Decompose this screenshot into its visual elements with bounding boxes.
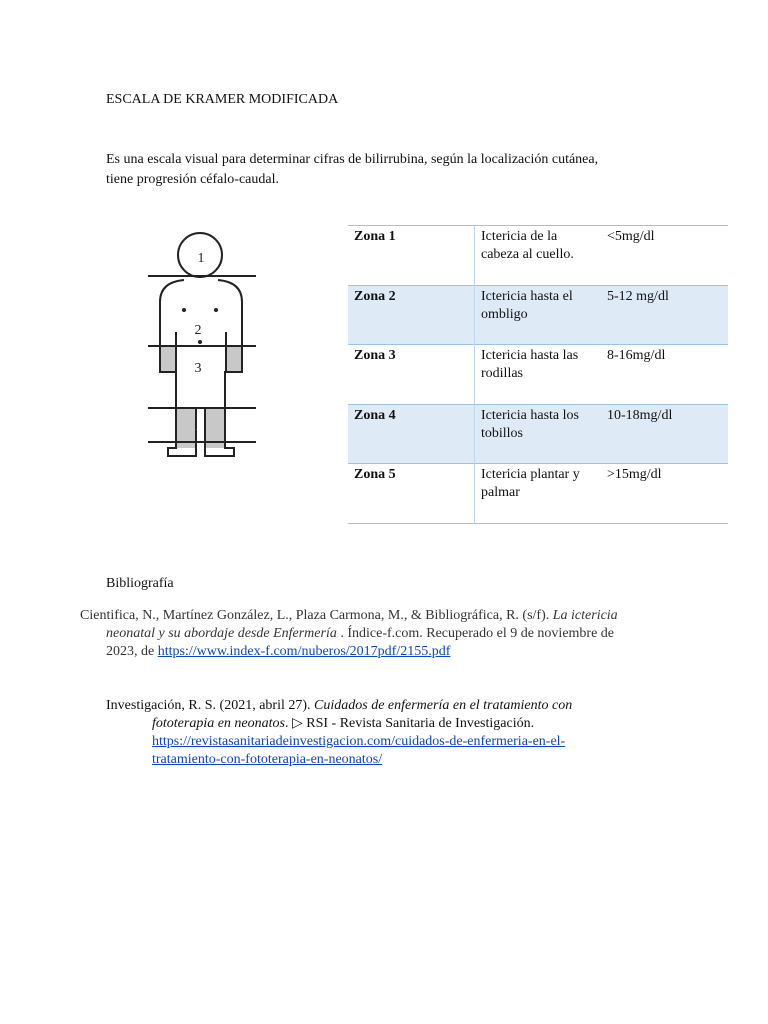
table-row <box>348 464 728 524</box>
ref2-authors: Investigación, R. S. (2021, abril 27). <box>106 698 315 713</box>
table-row <box>348 345 728 405</box>
ref2-url-link-line-1[interactable]: https://revistasanitariadeinvestigacion.com/cuidados-de-enfermeria-en-el- <box>152 734 566 749</box>
zone-description <box>475 226 602 286</box>
zone-name: Zona 2 <box>354 288 396 304</box>
figure-label-zone-5: 5 <box>197 448 203 460</box>
figure-label-zone-2: 2 <box>194 323 202 338</box>
ref2-source: . ▷ RSI - Revista Sanitaria de Investigación. <box>285 716 535 731</box>
zone-description <box>475 285 602 345</box>
zone-description-line: cabeza al cuello. <box>481 247 574 262</box>
figure-label-zone-4: 4 <box>196 421 204 436</box>
zone-description-line: Ictericia plantar y <box>481 467 580 482</box>
table-row <box>348 226 728 286</box>
zone-description-line: palmar <box>481 485 520 500</box>
figure-label-zone-3: 3 <box>194 361 202 376</box>
zone-description-line: Ictericia de la <box>481 229 558 244</box>
zone-description-line: Ictericia hasta los <box>481 407 579 423</box>
ref1-source: . Índice-f.com. Recuperado el 9 de noviembre de <box>336 626 615 641</box>
zone-3-shade-right <box>226 346 242 372</box>
table-row <box>348 404 728 464</box>
kramer-body-svg <box>140 222 270 462</box>
bibliography-heading: Bibliografía <box>106 576 174 591</box>
ref2-url-link-line-2[interactable]: tratamiento-con-fototerapia-en-neonatos/ <box>152 752 383 767</box>
ref2-title-b: fototerapia en neonatos <box>152 716 285 731</box>
zone-name: Zona 3 <box>354 348 396 363</box>
intro-paragraph <box>106 150 666 190</box>
kramer-zones-table <box>348 225 728 524</box>
zone-name: Zona 4 <box>354 407 396 423</box>
intro-line-1: Es una escala visual para determinar cifras de bilirrubina, según la localización cutánea, <box>106 152 599 167</box>
figure-label-zone-1: 1 <box>197 251 205 266</box>
zone-value: 8-16mg/dl <box>607 348 666 363</box>
kramer-body-diagram <box>140 222 270 462</box>
ref1-authors: Cientifica, N., Martínez González, L., Plaza Carmona, M., & Bibliográfica, R. (s/f). <box>80 608 553 623</box>
zone-description-line: Ictericia hasta el <box>481 288 573 304</box>
zone-3-shade-left <box>160 346 176 372</box>
zone-value: <5mg/dl <box>607 229 655 244</box>
figure-nipple-right <box>214 308 218 312</box>
ref1-tail: 2023, de <box>106 644 158 659</box>
intro-line-2: tiene progresión céfalo-caudal. <box>106 172 279 187</box>
ref2-continuation <box>106 715 660 769</box>
zone-description <box>475 404 602 464</box>
document-title: ESCALA DE KRAMER MODIFICADA <box>106 92 339 107</box>
figure-nipple-left <box>182 308 186 312</box>
zone-description <box>475 464 602 524</box>
ref1-url-link[interactable]: https://www.index-f.com/nuberos/2017pdf/2155.pdf <box>157 644 451 659</box>
zone-value: >15mg/dl <box>607 467 662 482</box>
table-row <box>348 285 728 345</box>
ref2-title-a: Cuidados de enfermería en el tratamiento con <box>314 698 573 713</box>
figure-navel <box>198 340 202 344</box>
zone-name: Zona 1 <box>354 229 396 244</box>
zone-description-line: rodillas <box>481 366 523 381</box>
ref1-title-b: neonatal y su abordaje desde Enfermería <box>106 626 337 641</box>
zone-description-line: tobillos <box>481 425 524 441</box>
zone-description-line: ombligo <box>481 306 528 322</box>
zone-value: 5-12 mg/dl <box>607 288 669 304</box>
ref1-title-a: La ictericia <box>552 608 618 623</box>
bibliography-entry-1 <box>80 607 660 661</box>
ref1-continuation <box>80 625 660 661</box>
zone-description-line: Ictericia hasta las <box>481 348 579 363</box>
bibliography-entry-2 <box>106 697 660 769</box>
zone-value: 10-18mg/dl <box>607 407 673 423</box>
zone-description <box>475 345 602 405</box>
zone-name: Zona 5 <box>354 467 396 482</box>
